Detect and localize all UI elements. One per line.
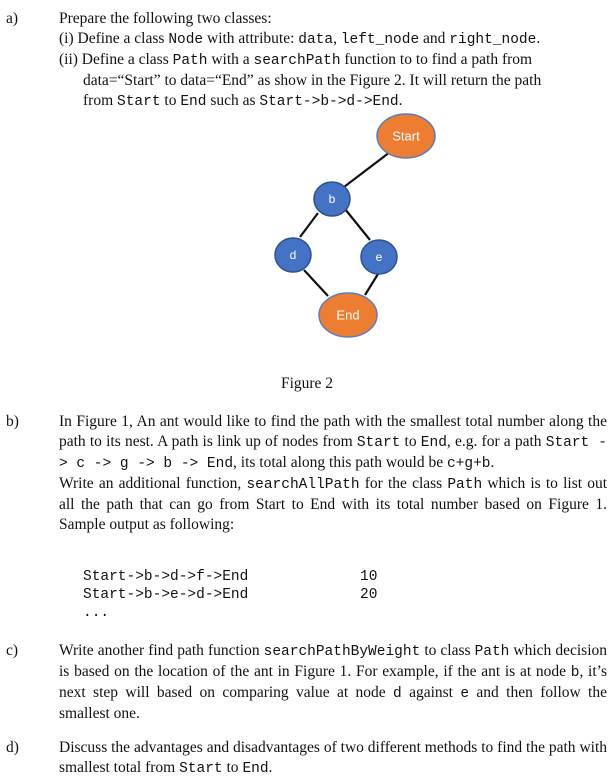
edge-b-e — [345, 209, 370, 240]
node-b — [314, 182, 350, 216]
question-a-text — [59, 9, 607, 112]
question-d-marker: d) — [6, 739, 19, 756]
figure-2-graph — [0, 110, 614, 360]
question-a-part-ii-cont1: data=“Start” to data=“End” as show in the Figure 2. It will return the path — [83, 72, 542, 89]
edge-b-d — [300, 213, 318, 237]
sample-output-total: 20 — [360, 587, 378, 603]
question-a-marker: a) — [6, 10, 19, 27]
question-b-paragraph-2: Write an additional function, searchAllPath for the class Path which is to list out all the path that can go from Start to End with its total number based on Figure 1. Sample output as following: — [59, 475, 607, 533]
node-e-label: e — [375, 250, 383, 264]
sample-output-total: 10 — [360, 569, 378, 585]
question-a-part-ii-cont2: from Start to End such as Start->b->d->End. — [83, 92, 403, 110]
question-a-part-i: (i) Define a class Node with attribute: data, left_node and right_node. — [59, 30, 541, 48]
question-a-intro: Prepare the following two classes: — [59, 10, 272, 27]
edge-d-end — [304, 270, 328, 296]
edge-start-b — [340, 152, 390, 190]
sample-output-path: Start->b->e->d->End — [83, 587, 249, 603]
question-d-text: Discuss the advantages and disadvantages of two different methods to find the path with smallest total from Start to End. — [59, 739, 607, 777]
figure-2-caption: Figure 2 — [280, 375, 334, 392]
node-end — [319, 293, 377, 337]
question-b-marker: b) — [6, 413, 19, 430]
sample-output-ellipsis: ... — [83, 605, 110, 621]
question-c-marker: c) — [6, 642, 19, 659]
sample-output-row-2 — [83, 585, 403, 605]
question-c-text: Write another find path function searchPathByWeight to class Path which decision is based on the location of the ant in Figure 1. For example, if the ant is at node b, it’s next step will based on comparing value at node d against e and then follow the smallest one. — [59, 642, 607, 722]
question-b-text — [59, 412, 607, 535]
node-start-label: Start — [392, 128, 420, 144]
question-b-paragraph-1: In Figure 1, An ant would like to find the path with the smallest total number along the path to its nest. A path is link up of nodes from Start to End, e.g. for a path Start -> c -> g -> b -> End, its total along this path would be c+g+b. — [59, 413, 607, 472]
edge-e-end — [365, 274, 378, 295]
node-e — [361, 240, 397, 274]
node-start — [377, 114, 435, 158]
question-a-part-ii: (ii) Define a class Path with a searchPath function to to find a path from — [59, 51, 533, 69]
node-b-label: b — [328, 192, 336, 206]
sample-output-row-1 — [83, 567, 403, 587]
sample-output-path: Start->b->d->f->End — [83, 569, 249, 585]
node-d-label: d — [289, 248, 297, 262]
node-end-label: End — [336, 307, 360, 323]
node-d — [275, 238, 311, 272]
